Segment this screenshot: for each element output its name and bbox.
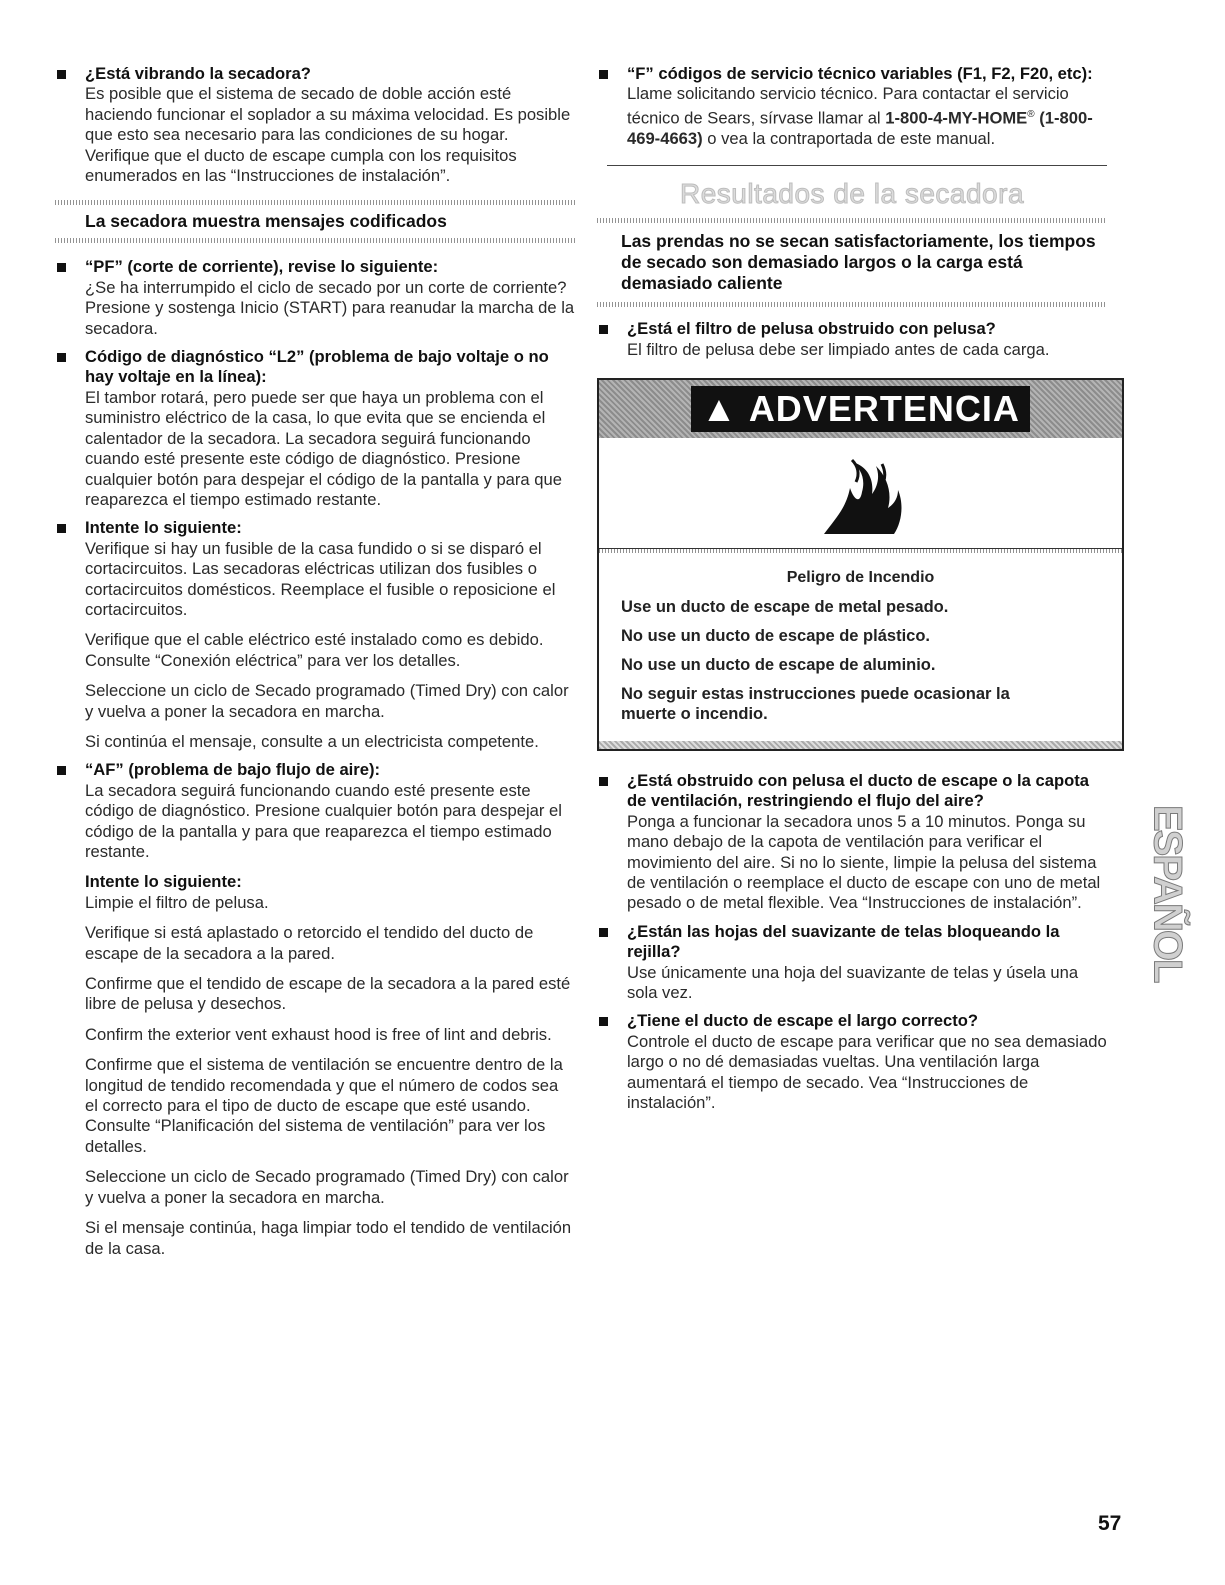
item-body: El tambor rotará, pero puede ser que haya un problema con el suministro eléctrico de la casa, lo que evita que se encienda el calentador de la secadora. La secadora seguirá funcionando cuando esté presente este código de diagnóstico. Presione cualquier botón para despejar el código de la pantalla y para que reaparezca el tiempo estimado restante. (85, 387, 562, 509)
section-band (597, 218, 1107, 307)
list-item (597, 771, 1107, 914)
item-question: ¿Está vibrando la secadora? (85, 64, 311, 83)
item-body: Es posible que el sistema de secado de doble acción esté haciendo funcionar el soplador a su máxima velocidad. Es posible que esto sea necesario para las condiciones de su hogar. Verifique que el ducto de escape cumpla con los requisitos enumerados en las “Instrucciones de instalación”. (85, 84, 571, 186)
item-question: “F” códigos de servicio técnico variables (F1, F2, F20, etc): (627, 64, 1093, 83)
right-column (597, 64, 1107, 1121)
divider (597, 218, 1107, 223)
list-item (597, 1011, 1107, 1113)
list-item (55, 347, 575, 510)
warning-label (691, 386, 1030, 432)
item-paragraph: Si el mensaje continúa, haga limpiar todo el tendido de ventilación de la casa. (85, 1218, 572, 1258)
item-question: ¿Está el filtro de pelusa obstruido con pelusa? (627, 319, 996, 339)
divider (599, 549, 1122, 553)
warning-header (599, 380, 1122, 438)
item-paragraph: Confirme que el tendido de escape de la secadora a la pared esté libre de pelusa y desechos. (85, 974, 571, 1014)
phone-word: 1-800-4-MY-HOME (885, 108, 1028, 128)
item-paragraph: Limpie el filtro de pelusa. (85, 892, 269, 912)
list-item (597, 319, 1107, 360)
item-paragraph: Si continúa el mensaje, consulte a un electricista competente. (85, 731, 539, 751)
registered-mark: ® (1027, 108, 1035, 120)
divider (607, 165, 1107, 166)
language-tab (1145, 805, 1190, 982)
bullet-icon (599, 1017, 608, 1026)
fire-icon (599, 438, 1122, 549)
bullet-icon (57, 70, 66, 79)
section-title: Resultados de la secadora (679, 178, 1025, 210)
item-paragraph: Seleccione un ciclo de Secado programado (Timed Dry) con calor y vuelva a poner la secadora en marcha. (85, 681, 569, 721)
list-item (597, 64, 1107, 149)
warning-triangle-icon: ▲ (701, 387, 738, 429)
warning-line: Use un ducto de escape de metal pesado. (621, 597, 949, 616)
list-item (55, 64, 575, 186)
bullet-icon (57, 524, 66, 533)
item-question: ¿Está obstruido con pelusa el ducto de escape o la capota de ventilación, restringiendo el flujo del aire? (627, 770, 1089, 811)
item-question: “AF” (problema de bajo flujo de aire): (85, 760, 381, 780)
warning-box (597, 378, 1124, 751)
language-tab-label: ESPAÑOL (1145, 805, 1190, 982)
phone-number: (1-800-469-4663) (627, 108, 1093, 148)
left-column (55, 64, 575, 1267)
divider (599, 741, 1122, 749)
item-body: ¿Se ha interrumpido el ciclo de secado por un corte de corriente? Presione y sostenga Inicio (START) para reanudar la marcha de la secadora. (85, 277, 575, 338)
bullet-icon (57, 353, 66, 362)
section-heading: Las prendas no se secan satisfactoriamente, los tiempos de secado son demasiado largos o la carga está demasiado caliente (621, 231, 1096, 294)
divider (55, 238, 575, 243)
section-band (55, 200, 575, 243)
bullet-icon (57, 766, 66, 775)
page-number: 57 (1098, 1512, 1122, 1535)
item-paragraph: Seleccione un ciclo de Secado programado (Timed Dry) con calor y vuelva a poner la secadora en marcha. (85, 1167, 569, 1207)
item-question: ¿Tiene el ducto de escape el largo correcto? (627, 1011, 979, 1031)
body-text: Llame solicitando servicio técnico. Para contactar el servicio técnico de Sears, sírvase llamar al (627, 84, 1069, 128)
bullet-icon (599, 777, 608, 786)
warning-line: No use un ducto de escape de aluminio. (621, 655, 936, 674)
item-body: La secadora seguirá funcionando cuando esté presente este código de diagnóstico. Presione cualquier botón para despejar el código de la pantalla y para que reaparezca el tiempo estimado restante. (85, 780, 562, 861)
divider (55, 200, 575, 205)
warning-line: No use un ducto de escape de plástico. (621, 626, 930, 645)
warning-title: ADVERTENCIA (748, 387, 1020, 429)
item-subheading: Intente lo siguiente: (85, 872, 242, 892)
item-body (627, 84, 1107, 149)
list-item (55, 257, 575, 339)
bullet-icon (599, 928, 608, 937)
item-question: Código de diagnóstico “L2” (problema de bajo voltaje o no hay voltaje en la línea): (85, 347, 549, 387)
item-paragraph: Verifique que el cable eléctrico esté instalado como es debido. Consulte “Conexión eléctrica” para ver los detalles. (85, 630, 544, 670)
list-item (55, 760, 575, 1259)
warning-line: No seguir estas instrucciones puede ocasionar la muerte o incendio. (621, 684, 1010, 723)
hazard-title: Peligro de Incendio (786, 568, 935, 586)
bullet-icon (599, 70, 608, 79)
item-paragraph: Verifique si está aplastado o retorcido el tendido del ducto de escape de la secadora a la pared. (85, 923, 534, 963)
list-item (597, 922, 1107, 1004)
list-item (55, 518, 575, 752)
item-paragraph: Confirm the exterior vent exhaust hood is free of lint and debris. (85, 1024, 552, 1044)
item-body: Controle el ducto de escape para verificar que no sea demasiado largo o no dé demasiadas vueltas. Una ventilación larga aumentará el tiempo de secado. Vea “Instrucciones de instalación”. (627, 1031, 1107, 1113)
item-question: ¿Están las hojas del suavizante de telas bloqueando la rejilla? (627, 921, 1060, 962)
warning-body (599, 553, 1122, 741)
item-question: Intente lo siguiente: (85, 518, 242, 538)
bullet-icon (57, 263, 66, 272)
divider (597, 302, 1107, 307)
item-paragraph: Verifique si hay un fusible de la casa fundido o si se disparó el cortacircuitos. Las secadoras eléctricas utilizan dos fusibles o cortacircuitos domésticos. Reemplace el fusible o reposicione el cortacircuitos. (85, 538, 556, 619)
item-body: Use únicamente una hoja del suavizante de telas y úsela una sola vez. (627, 962, 1079, 1003)
body-text: o vea la contraportada de este manual. (702, 128, 996, 148)
item-body: Ponga a funcionar la secadora unos 5 a 10 minutos. Ponga su mano debajo de la capota de ventilación para verificar el movimiento del aire. Si no lo siente, limpie la pelusa del sistema de ventilación o reemplace el ducto de escape con uno de metal pesado o de metal flexible. Vea “Instrucciones de instalación”. (627, 811, 1101, 913)
section-heading: La secadora muestra mensajes codificados (85, 211, 447, 232)
bullet-icon (599, 325, 608, 334)
item-body: El filtro de pelusa debe ser limpiado antes de cada carga. (627, 339, 1050, 359)
item-question: “PF” (corte de corriente), revise lo siguiente: (85, 257, 439, 277)
item-paragraph: Confirme que el sistema de ventilación se encuentre dentro de la longitud de tendido recomendada y que el número de codos sea el correcto para el tipo de ducto de escape que esté usando. Consulte “Planificación del sistema de ventilación” para ver los detalles. (85, 1055, 563, 1156)
